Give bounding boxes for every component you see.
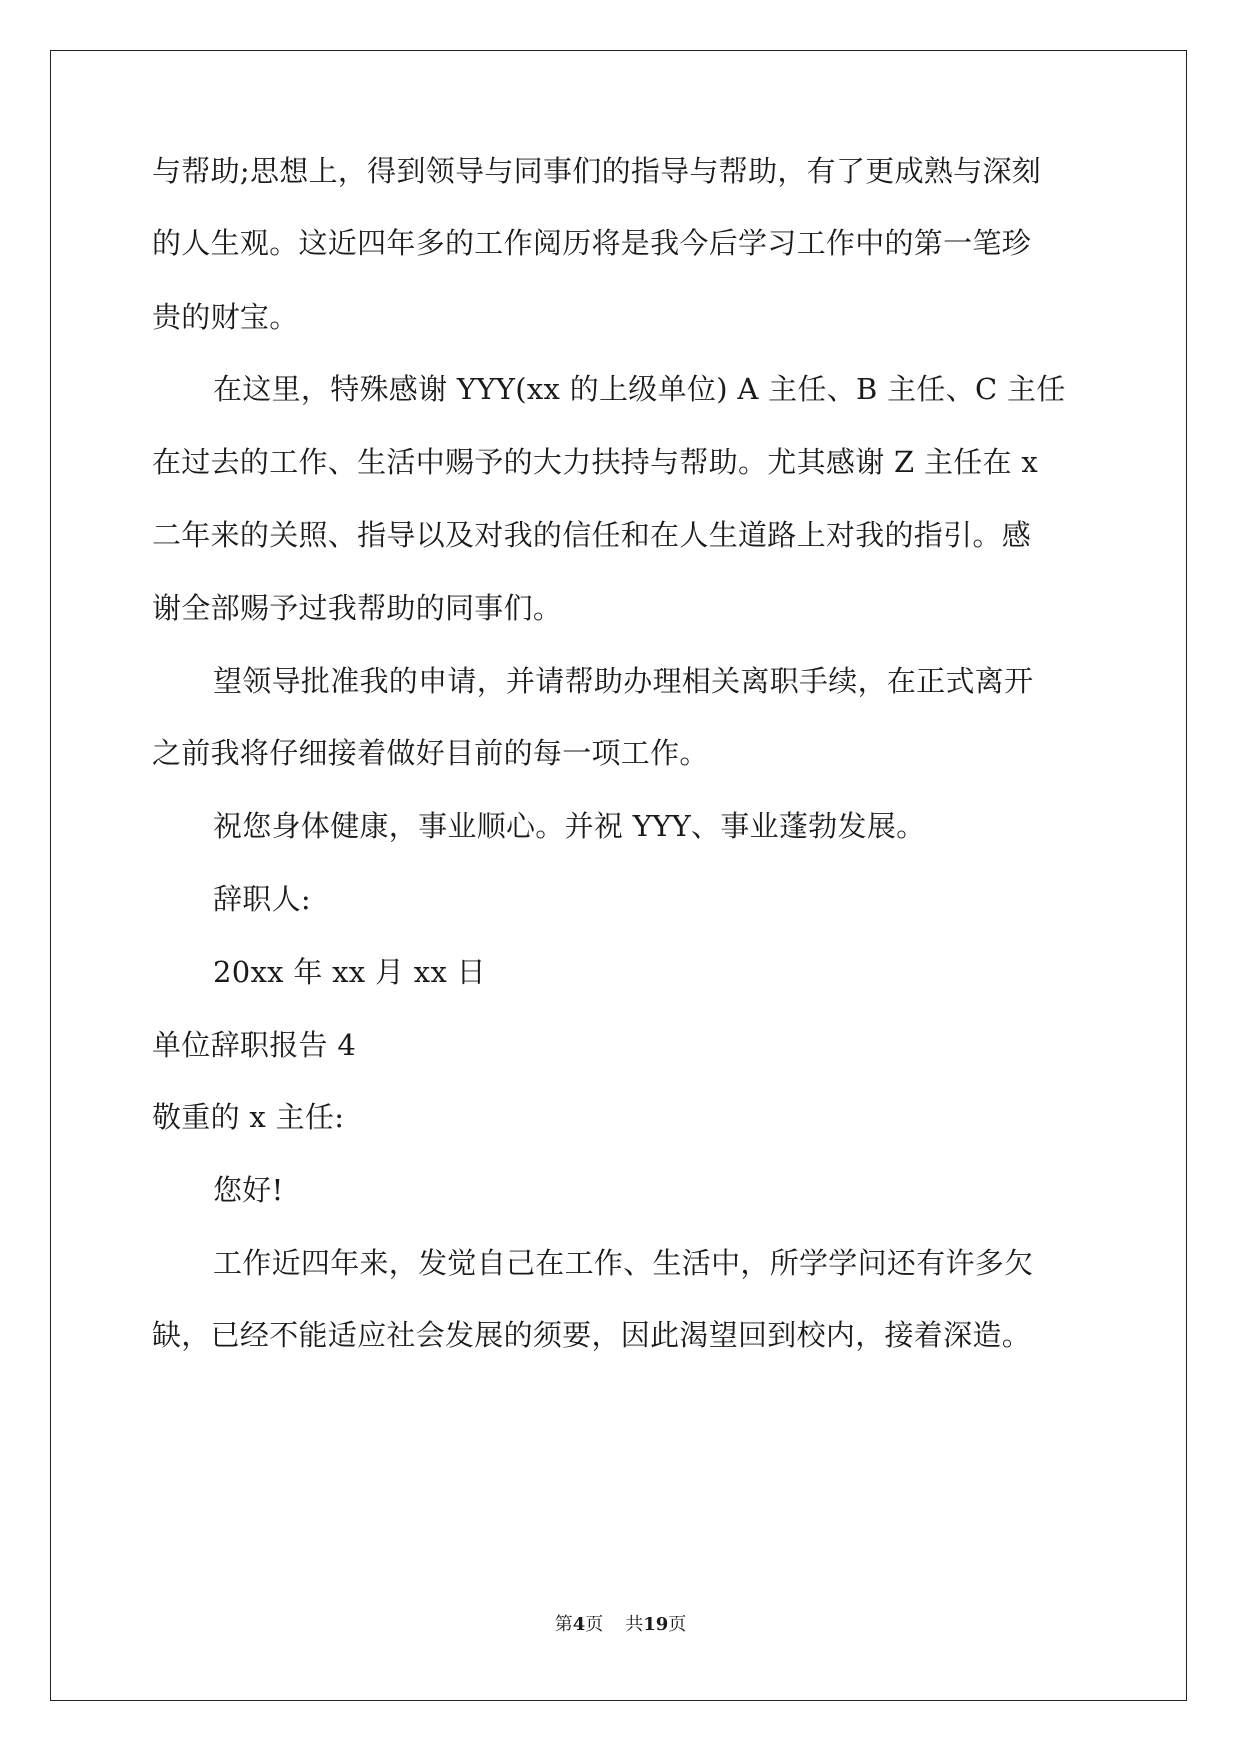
- total-pages: 19: [643, 1614, 669, 1635]
- text-line: 二年来的关照、指导以及对我的信任和在人生道路上对我的指引。感: [152, 518, 1032, 552]
- page-footer: [0, 1614, 1241, 1636]
- section-title: 单位辞职报告 4: [152, 1028, 357, 1062]
- text-line: 在过去的工作、生活中赐予的大力扶持与帮助。尤其感谢 Z 主任在 x: [152, 445, 1039, 479]
- text-line: 的人生观。这近四年多的工作阅历将是我今后学习工作中的第一笔珍: [152, 226, 1032, 260]
- signature-label: 辞职人:: [213, 882, 311, 916]
- text-line: 与帮助;思想上，得到领导与同事们的指导与帮助，有了更成熟与深刻: [152, 154, 1042, 188]
- text-line: 缺，已经不能适应社会发展的须要，因此渴望回到校内，接着深造。: [152, 1318, 1032, 1352]
- footer-total-suffix: 页: [668, 1614, 687, 1635]
- text-line: 工作近四年来，发觉自己在工作、生活中，所学学问还有许多欠: [213, 1246, 1034, 1280]
- greeting: 您好!: [213, 1173, 284, 1207]
- text-line: 贵的财宝。: [152, 300, 299, 334]
- date-line: 20xx 年 xx 月 xx 日: [213, 955, 486, 989]
- text-line: 祝您身体健康，事业顺心。并祝 YYY、事业蓬勃发展。: [213, 809, 926, 843]
- footer-page-suffix: 页: [585, 1614, 604, 1635]
- text-line: 望领导批准我的申请，并请帮助办理相关离职手续，在正式离开: [213, 664, 1034, 698]
- footer-total-prefix: 共: [625, 1614, 644, 1635]
- text-line: 在这里，特殊感谢 YYY(xx 的上级单位) A 主任、B 主任、C 主任: [213, 372, 1066, 406]
- footer-prefix: 第: [554, 1614, 573, 1635]
- text-line: 之前我将仔细接着做好目前的每一项工作。: [152, 736, 709, 770]
- page-border: [50, 50, 1187, 1701]
- text-line: 谢全部赐予过我帮助的同事们。: [152, 591, 563, 625]
- page-number: 4: [572, 1614, 586, 1635]
- salutation: 敬重的 x 主任:: [152, 1100, 345, 1134]
